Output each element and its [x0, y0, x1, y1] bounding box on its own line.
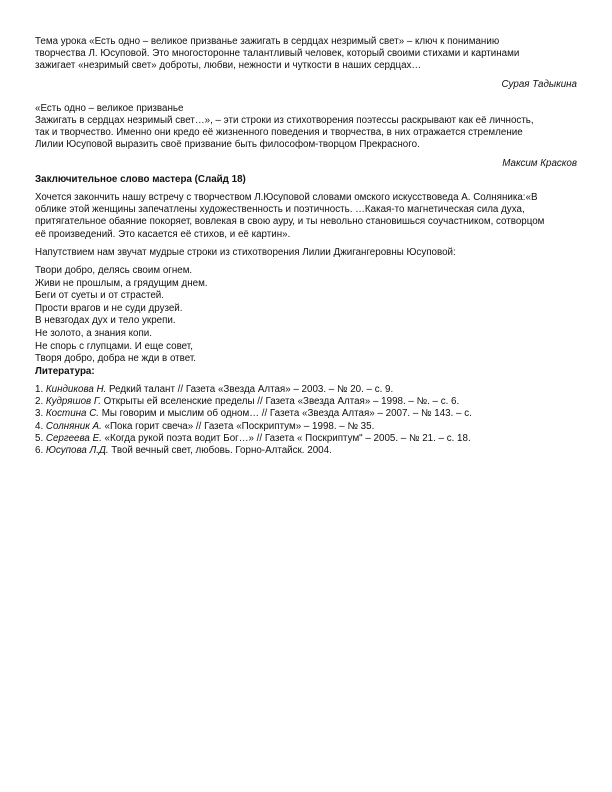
poem-line: Беги от суеты и от страстей.	[35, 290, 164, 302]
poem-line: В невзгодах дух и тело укрепи.	[35, 315, 176, 327]
quote-line: так и творчество. Именно они кредо её жизненного поведения и творчества, в них отражается стремление	[35, 127, 523, 139]
closing-paragraph	[35, 192, 577, 241]
item-number: 1.	[35, 384, 44, 395]
item-number: 5.	[35, 432, 44, 444]
quote-line: Зажигать в сердцах незримый свет…», – эти строки из стихотворения поэтессы раскрывают как её личность,	[35, 115, 534, 127]
document-page	[35, 36, 577, 457]
literature-item	[35, 445, 577, 457]
poem-line: Творя добро, добра не жди в ответ.	[35, 353, 197, 365]
literature-list	[35, 384, 577, 457]
poem-line: Не спорь с глупцами. И еще совет,	[35, 340, 193, 352]
quote-line: Лилии Юсуповой выразить своё призвание быть философом-творцом Прекрасного.	[35, 139, 420, 151]
item-number: 4.	[35, 420, 44, 432]
item-text: «Когда рукой поэта водит Бог…» // Газета « Поскриптум" – 2005. – № 21. – с. 18.	[101, 432, 471, 444]
item-number: 6.	[35, 445, 44, 457]
item-number: 2.	[35, 396, 44, 408]
intro-paragraph	[35, 36, 577, 73]
quote-line: «Есть одно – великое призванье	[35, 102, 184, 114]
intro-line: творчества Л. Юсуповой. Это многосторонне талантливый человек, который своими стихами и картинами	[35, 48, 520, 60]
poem-line: Не золото, а знания копи.	[35, 328, 152, 340]
closing-line: притягательное обаяние покоряет, вовлекая в свою ауру, и ты невольно становишься соучастником, сотворцом	[35, 216, 545, 228]
quote-signature: Максим Красков	[502, 157, 577, 169]
intro-line: Тема урока «Есть одно – великое призванье зажигать в сердцах незримый свет» – ключ к пониманию	[35, 36, 500, 47]
literature-item	[35, 384, 577, 396]
literature-item	[35, 408, 577, 420]
item-author: Кудряшов Г.	[45, 396, 101, 408]
closing-line: Хочется закончить нашу встречу с творчеством Л.Юсуповой словами омского искусствоведа А. Солняника:«В	[35, 192, 538, 204]
item-text: Твой вечный свет, любовь. Горно-Алтайск. 2004.	[108, 445, 332, 457]
poem-line: Прости врагов и не суди друзей.	[35, 302, 183, 314]
poem	[35, 265, 577, 366]
item-text: Открыты ей вселенские пределы // Газета «Звезда Алтая» – 1998. – №. – с. 6.	[100, 396, 460, 408]
item-author: Юсупова Л.Д.	[45, 445, 109, 457]
literature-item	[35, 433, 577, 445]
item-text: Редкий талант // Газета «Звезда Алтая» – 2003. – № 20. – с. 9.	[106, 384, 394, 395]
quote-paragraph	[35, 103, 577, 152]
intro-line: зажигает «незримый свет» доброты, любви, нежности и чуткости в наших сердцах…	[35, 60, 422, 72]
literature-heading: Литература:	[35, 365, 95, 377]
poem-line: Живи не прошлым, а грядущим днем.	[35, 277, 208, 289]
item-text: Мы говорим и мыслим об одном… // Газета «Звезда Алтая» – 2007. – № 143. – с.	[99, 408, 472, 420]
item-author: Сергеева Е.	[45, 432, 102, 444]
item-number: 3.	[35, 408, 44, 420]
item-author: Солняник А.	[45, 420, 102, 432]
closing-line: её произведений. Это касается её стихов, и её картин».	[35, 228, 291, 240]
closing-line: облике этой женщины запечатлены художественность и поэтичность. …Какая-то магнетическая сила духа,	[35, 204, 525, 216]
farewell-line: Напутствием нам звучат мудрые строки из стихотворения Лилии Джигангеровны Юсуповой:	[35, 246, 456, 258]
closing-heading: Заключительное слово мастера (Слайд 18)	[35, 173, 246, 185]
item-text: «Пока горит свеча» // Газета «Поскриптум» – 1998. – № 35.	[101, 420, 375, 432]
item-author: Костина С.	[45, 408, 99, 420]
intro-signature: Сурая Тадыкина	[501, 78, 577, 90]
literature-item	[35, 396, 577, 408]
poem-line: Твори добро, делясь своим огнем.	[35, 265, 193, 277]
literature-item	[35, 421, 577, 433]
item-author: Киндикова Н.	[45, 384, 107, 395]
